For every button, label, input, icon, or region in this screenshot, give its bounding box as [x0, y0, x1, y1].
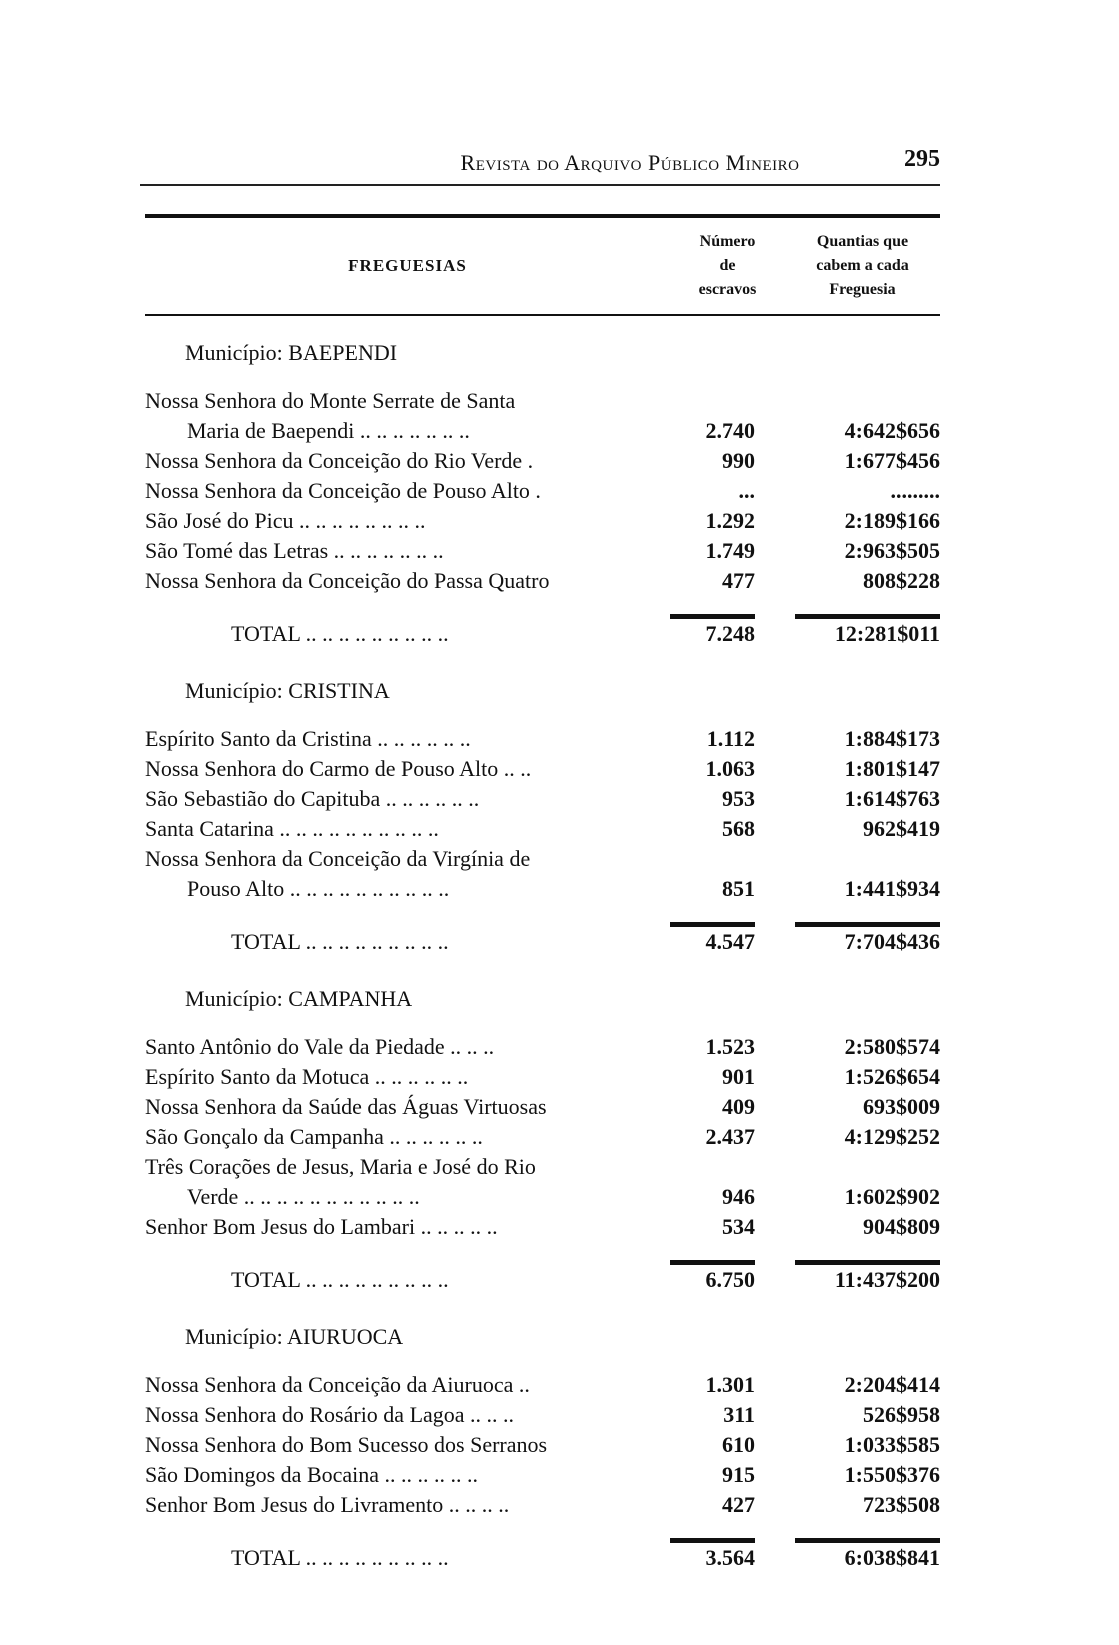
freguesia-name-line: Nossa Senhora da Conceição do Passa Quatro — [145, 568, 550, 593]
freguesia-name-line: Senhor Bom Jesus do Livramento .. .. .. .. — [145, 1492, 510, 1517]
total-amount: 7:704$436 — [795, 922, 940, 962]
slave-count: 901 — [722, 1064, 755, 1089]
freguesia-name-line: Espírito Santo da Cristina .. .. .. .. .. .. — [145, 726, 471, 751]
header-rule — [140, 184, 940, 186]
freguesia-name — [145, 506, 640, 536]
table-row — [145, 506, 940, 536]
slave-count: 851 — [722, 876, 755, 901]
table-row — [145, 566, 940, 596]
slave-count: 1.749 — [705, 538, 755, 563]
column-header-amount — [785, 230, 940, 302]
slave-count: 946 — [722, 1184, 755, 1209]
freguesia-name — [145, 1490, 640, 1520]
column-header — [145, 218, 940, 314]
table-row — [145, 536, 940, 566]
freguesia-name-line: Nossa Senhora da Conceição do Rio Verde . — [145, 448, 534, 473]
total-label: TOTAL .. .. .. .. .. .. .. .. .. — [231, 1545, 449, 1570]
amount-header-line: Quantias que — [816, 233, 909, 250]
municipio-section — [145, 676, 940, 962]
amount-value: 2:580$574 — [844, 1034, 940, 1059]
slave-count: 990 — [722, 448, 755, 473]
table-row — [145, 844, 940, 904]
amount-value: 1:033$585 — [844, 1432, 940, 1457]
count-header-line: escravos — [698, 281, 757, 298]
slave-count: 1.523 — [705, 1034, 755, 1059]
table-row — [145, 1092, 940, 1122]
freguesia-name-line: Nossa Senhora da Conceição da Aiuruoca .. — [145, 1372, 530, 1397]
total-row — [145, 614, 940, 654]
amount-value: 1:884$173 — [844, 726, 940, 751]
freguesia-name — [145, 1400, 640, 1430]
table-row — [145, 724, 940, 754]
total-count: 7.248 — [670, 614, 755, 654]
freguesia-name — [145, 566, 640, 596]
freguesia-name-line: Nossa Senhora da Conceição de Pouso Alto . — [145, 478, 541, 503]
freguesia-name-line: São Sebastião do Capituba .. .. .. .. .. .. — [145, 786, 480, 811]
freguesia-name — [145, 814, 640, 844]
total-row — [145, 1260, 940, 1300]
freguesia-name-continuation: Verde .. .. .. .. .. .. .. .. .. .. .. — [187, 1184, 420, 1209]
amount-value: 526$958 — [863, 1402, 940, 1427]
table-row — [145, 1460, 940, 1490]
amount-value: 2:204$414 — [844, 1372, 940, 1397]
municipio-heading: Município: CRISTINA — [185, 678, 390, 703]
count-header-line: Número — [699, 233, 756, 250]
slave-count: 409 — [722, 1094, 755, 1119]
table-row — [145, 1400, 940, 1430]
amount-header-line: cabem a cada — [816, 257, 909, 274]
amount-value: 962$419 — [863, 816, 940, 841]
table-row — [145, 446, 940, 476]
freguesia-name-line: Senhor Bom Jesus do Lambari .. .. .. .. .. — [145, 1214, 498, 1239]
freguesia-name-line: Nossa Senhora do Carmo de Pouso Alto .. .. — [145, 756, 532, 781]
amount-value: 1:602$902 — [844, 1184, 940, 1209]
slave-count: 534 — [722, 1214, 755, 1239]
total-amount: 12:281$011 — [795, 614, 940, 654]
municipio-section — [145, 1322, 940, 1578]
slave-count: 427 — [722, 1492, 755, 1517]
freguesia-name-continuation: Maria de Baependi .. .. .. .. .. .. .. — [187, 418, 470, 443]
total-count: 6.750 — [670, 1260, 755, 1300]
slave-count: 610 — [722, 1432, 755, 1457]
amount-value: 1:550$376 — [844, 1462, 940, 1487]
freguesia-name-line: São Gonçalo da Campanha .. .. .. .. .. .. — [145, 1124, 483, 1149]
journal-title: Revista do Arquivo Público Mineiro — [460, 150, 800, 175]
amount-value: ......... — [890, 478, 940, 503]
amount-value: 1:677$456 — [844, 448, 940, 473]
amount-value: 4:129$252 — [844, 1124, 940, 1149]
amount-value: 723$508 — [863, 1492, 940, 1517]
count-header-line: de — [719, 257, 736, 274]
slave-count: 915 — [722, 1462, 755, 1487]
freguesia-name — [145, 536, 640, 566]
slave-count: 2.437 — [705, 1124, 755, 1149]
amount-value: 808$228 — [863, 568, 940, 593]
total-label: TOTAL .. .. .. .. .. .. .. .. .. — [231, 621, 449, 646]
municipio-section — [145, 338, 940, 654]
freguesia-name-line: São José do Picu .. .. .. .. .. .. .. .. — [145, 508, 426, 533]
freguesia-name-line: Nossa Senhora da Saúde das Águas Virtuosas — [145, 1094, 547, 1119]
freguesia-name-line: Santo Antônio do Vale da Piedade .. .. .. — [145, 1034, 495, 1059]
table-row — [145, 754, 940, 784]
page-number: 295 — [904, 146, 940, 172]
total-count: 3.564 — [670, 1538, 755, 1578]
freguesia-name — [145, 1062, 640, 1092]
total-row — [145, 1538, 940, 1578]
amount-value: 1:526$654 — [844, 1064, 940, 1089]
table-row — [145, 1370, 940, 1400]
freguesia-name — [145, 1212, 640, 1242]
municipio-sections — [145, 338, 940, 1578]
freguesia-name — [145, 784, 640, 814]
table-row — [145, 1032, 940, 1062]
slave-count: 1.063 — [705, 756, 755, 781]
freguesias-table — [145, 214, 940, 1578]
freguesia-name — [145, 1122, 640, 1152]
slave-count: 1.112 — [706, 726, 755, 751]
slave-count: 1.292 — [705, 508, 755, 533]
municipio-heading: Município: CAMPANHA — [185, 986, 413, 1011]
slave-count: 311 — [723, 1402, 755, 1427]
table-row — [145, 1122, 940, 1152]
amount-value: 1:441$934 — [844, 876, 940, 901]
table-row — [145, 1490, 940, 1520]
total-row — [145, 922, 940, 962]
total-label: TOTAL .. .. .. .. .. .. .. .. .. — [231, 929, 449, 954]
slave-count: 1.301 — [705, 1372, 755, 1397]
table-row — [145, 476, 940, 506]
total-amount: 6:038$841 — [795, 1538, 940, 1578]
freguesia-name-line: Nossa Senhora do Monte Serrate de Santa — [145, 388, 516, 413]
total-count: 4.547 — [670, 922, 755, 962]
amount-value: 904$809 — [863, 1214, 940, 1239]
freguesia-name — [145, 386, 640, 446]
freguesia-name — [145, 754, 640, 784]
freguesia-name-line: Nossa Senhora do Bom Sucesso dos Serranos — [145, 1432, 548, 1457]
freguesia-name — [145, 1092, 640, 1122]
table-row — [145, 386, 940, 446]
freguesia-name-line: Nossa Senhora do Rosário da Lagoa .. .. .. — [145, 1402, 515, 1427]
freguesia-name — [145, 1460, 640, 1490]
freguesia-name-line: Espírito Santo da Motuca .. .. .. .. .. .. — [145, 1064, 469, 1089]
freguesia-name — [145, 1152, 640, 1212]
amount-value: 1:614$763 — [844, 786, 940, 811]
column-header-freguesias: FREGUESIAS — [348, 256, 467, 275]
total-amount: 11:437$200 — [795, 1260, 940, 1300]
table-row — [145, 784, 940, 814]
total-label: TOTAL .. .. .. .. .. .. .. .. .. — [231, 1267, 449, 1292]
municipio-heading: Município: AIURUOCA — [185, 1324, 404, 1349]
freguesia-name — [145, 1032, 640, 1062]
amount-value: 693$009 — [863, 1094, 940, 1119]
freguesia-name-line: Santa Catarina .. .. .. .. .. .. .. .. .. .. — [145, 816, 439, 841]
freguesia-name — [145, 844, 640, 904]
table-row — [145, 1062, 940, 1092]
slave-count: 477 — [722, 568, 755, 593]
freguesia-name-line: São Domingos da Bocaina .. .. .. .. .. .. — [145, 1462, 479, 1487]
slave-count: 568 — [722, 816, 755, 841]
slave-count: 953 — [722, 786, 755, 811]
slave-count: ... — [738, 478, 755, 503]
freguesia-name — [145, 476, 640, 506]
freguesia-name — [145, 446, 640, 476]
freguesia-name-line: São Tomé das Letras .. .. .. .. .. .. .. — [145, 538, 444, 563]
amount-header-line: Freguesia — [829, 281, 896, 298]
column-header-rule — [145, 314, 940, 316]
freguesia-name — [145, 1370, 640, 1400]
table-row — [145, 1212, 940, 1242]
freguesia-name — [145, 1430, 640, 1460]
slave-count: 2.740 — [705, 418, 755, 443]
table-row — [145, 1152, 940, 1212]
amount-value: 4:642$656 — [844, 418, 940, 443]
freguesia-name-line: Nossa Senhora da Conceição da Virgínia de — [145, 846, 531, 871]
municipio-section — [145, 984, 940, 1300]
amount-value: 2:189$166 — [844, 508, 940, 533]
amount-value: 2:963$505 — [844, 538, 940, 563]
table-row — [145, 814, 940, 844]
table-row — [145, 1430, 940, 1460]
freguesia-name — [145, 724, 640, 754]
municipio-heading: Município: BAEPENDI — [185, 340, 398, 365]
freguesia-name-continuation: Pouso Alto .. .. .. .. .. .. .. .. .. .. — [187, 876, 450, 901]
column-header-count — [670, 230, 785, 302]
freguesia-name-line: Três Corações de Jesus, Maria e José do Rio — [145, 1154, 536, 1179]
amount-value: 1:801$147 — [844, 756, 940, 781]
running-head — [140, 146, 940, 180]
